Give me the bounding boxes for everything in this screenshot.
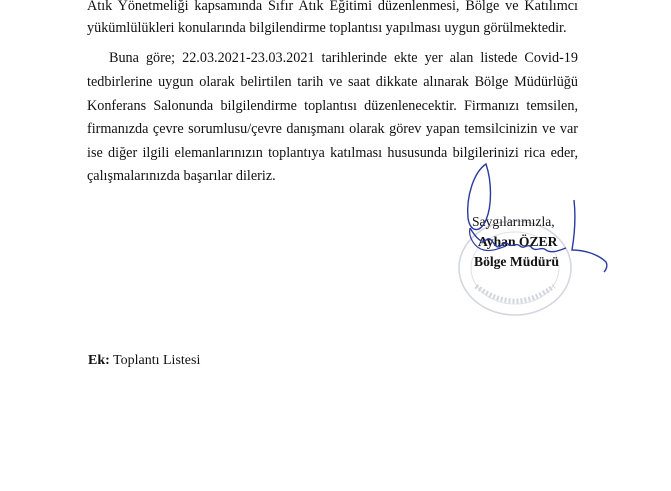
body-line-5: Konferans Salonunda bilgilendirme toplantısı düzenlenecektir. Firmanızı temsilen,: [87, 98, 578, 114]
body-line-7: ise diğer ilgili elemanlarınızın toplantıya katılması hususunda bilgilerinizi rica eder,: [87, 145, 578, 161]
signature-block: [472, 212, 582, 272]
body-line-6: firmanızda çevre sorumlusu/çevre danışmanı olarak görev yapan temsilcinizin ve var: [87, 121, 578, 137]
body-line-3: Buna göre; 22.03.2021-23.03.2021 tarihlerinde ekte yer alan listede Covid-19: [109, 50, 578, 66]
signatory-title: Bölge Müdürü: [474, 254, 559, 269]
signature-greeting: Saygılarımızla,: [472, 214, 555, 229]
attachment-text: Toplantı Listesi: [109, 353, 201, 368]
body-line-2: yükümlülükleri konularında bilgilendirme toplantısı yapılması uygun görülmektedir.: [87, 20, 567, 36]
attachment-note: [88, 352, 200, 370]
body-line-8: çalışmalarınızda başarılar dileriz.: [87, 168, 276, 184]
attachment-label: Ek:: [88, 353, 110, 368]
body-line-4: tedbirlerine uygun olarak belirtilen tarih ve saat dikkate alınarak Bölge Müdürlüğü: [87, 74, 578, 90]
body-line-1: Atık Yönetmeliği kapsamında Sıfır Atık Eğitimi düzenlenmesi, Bölge ve Katılımcı: [87, 0, 578, 14]
signatory-name: Ayhan ÖZER: [478, 234, 558, 249]
